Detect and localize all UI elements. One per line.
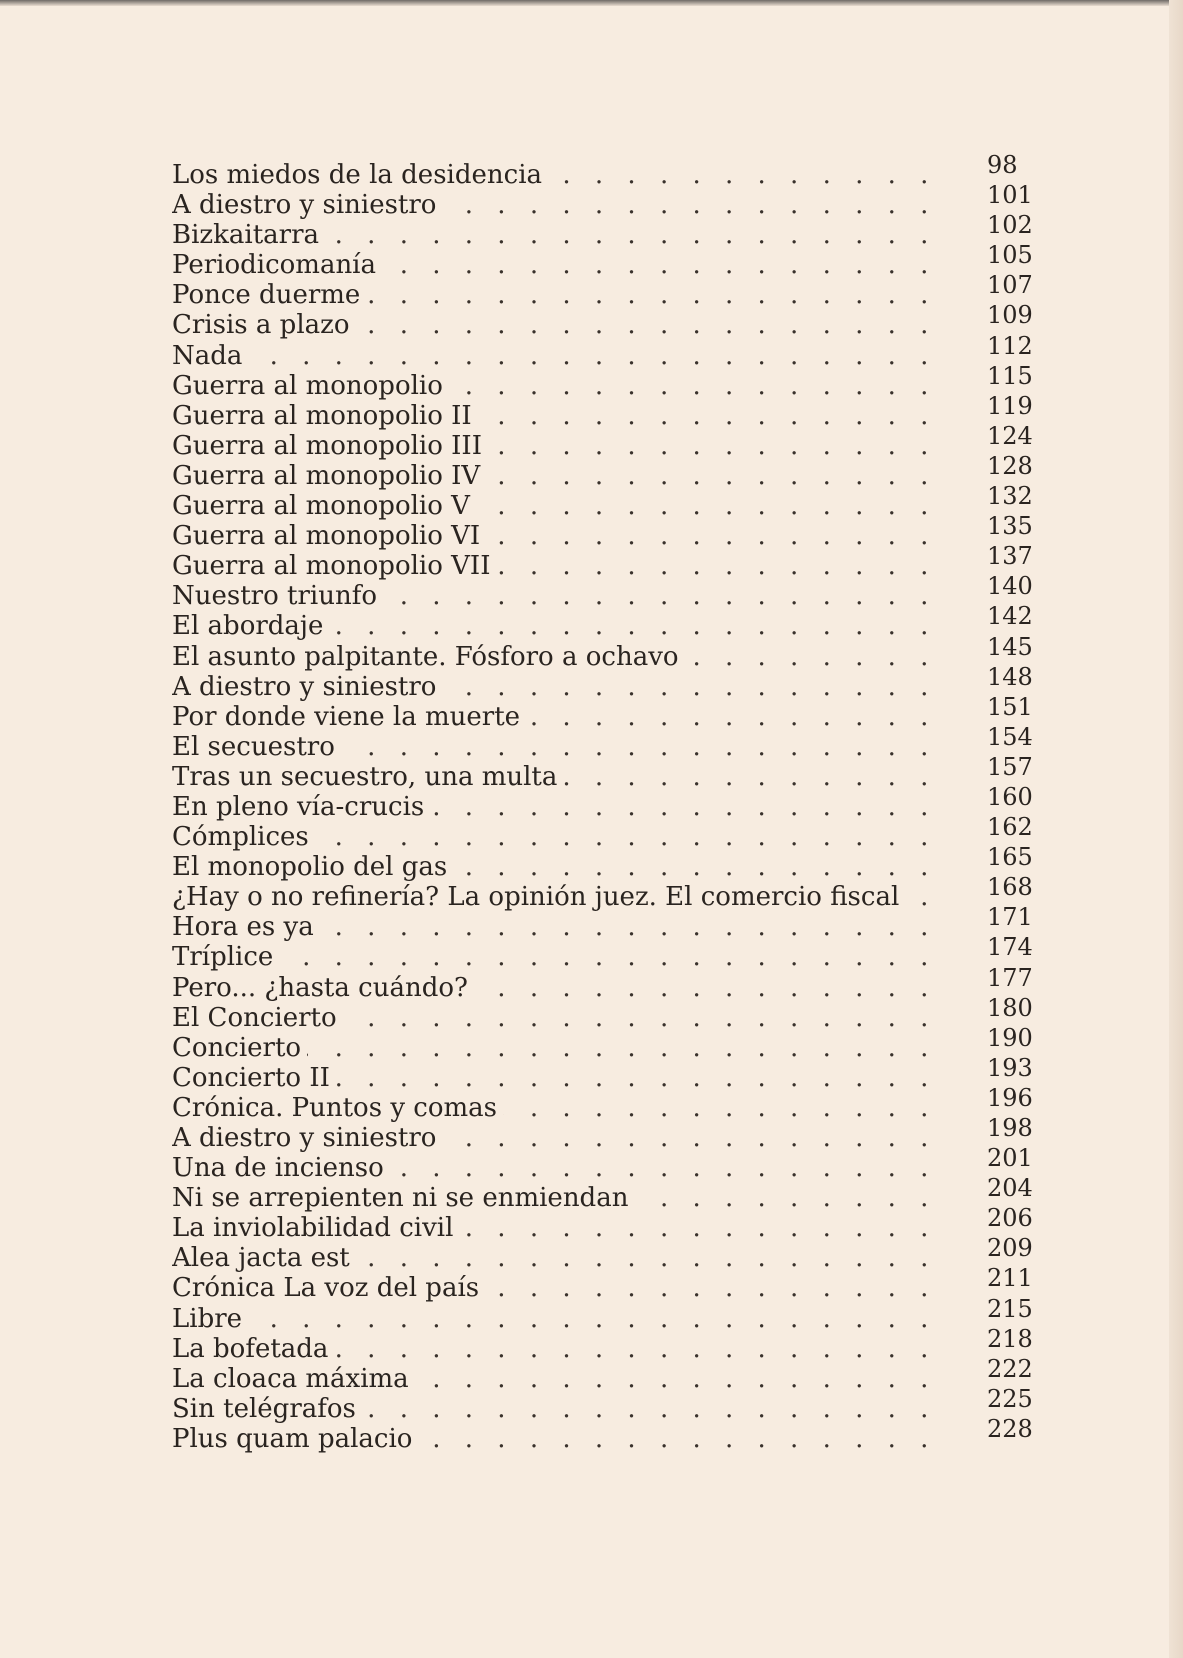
toc-entry	[172, 933, 1033, 973]
toc-entry	[172, 1204, 1033, 1244]
toc-entry	[172, 963, 1033, 1003]
toc-entry-title: Tras un secuestro, una multa	[172, 762, 563, 792]
toc-entry-page-number: 180	[987, 993, 1033, 1022]
toc-entry-page-number: 162	[987, 813, 1033, 842]
toc-entry-page-number: 112	[987, 331, 1033, 360]
toc-entry	[172, 271, 1033, 311]
toc-entry-title: ¿Hay o no refinería? La opinión juez. El comercio fiscal	[172, 882, 905, 912]
table-of-contents	[172, 151, 1033, 1454]
toc-entry-page-number: 101	[987, 181, 1033, 210]
toc-entry	[172, 813, 1033, 853]
toc-entry-title: En pleno vía-crucis	[172, 792, 430, 822]
toc-entry-page-number: 218	[987, 1324, 1033, 1353]
page-right-edge	[1169, 0, 1183, 1658]
toc-entry-title: A diestro y siniestro	[172, 672, 442, 702]
toc-entry	[172, 301, 1033, 341]
toc-entry	[172, 151, 1032, 190]
toc-entry-page-number: 115	[987, 361, 1033, 390]
toc-entry-title: Periodicomanía	[172, 250, 382, 280]
toc-entry	[172, 1144, 1033, 1184]
toc-entry-page-number: 171	[987, 903, 1033, 932]
toc-entry-title: Los miedos de la desidencia	[172, 160, 548, 190]
toc-entry-title: Concierto	[172, 1033, 307, 1063]
toc-entry-title: Pero... ¿hasta cuándo?	[172, 973, 474, 1003]
toc-entry-title: El asunto palpitante. Fósforo a ochavo	[172, 642, 685, 672]
toc-entry-page-number: 135	[987, 512, 1033, 541]
toc-entry	[172, 903, 1033, 943]
toc-entry-page-number: 102	[987, 211, 1033, 240]
toc-entry-page-number: 132	[987, 482, 1033, 511]
toc-entry	[172, 752, 1033, 792]
toc-entry	[172, 722, 1033, 762]
toc-entry-page-number: 160	[987, 782, 1033, 811]
toc-entry-title: Guerra al monopolio VI	[172, 521, 486, 551]
toc-entry-page-number: 206	[987, 1204, 1033, 1233]
toc-entry-page-number: 225	[987, 1384, 1033, 1413]
toc-entry-title: Guerra al monopolio IV	[172, 461, 486, 491]
toc-entry-page-number: 154	[987, 722, 1033, 751]
toc-entry-title: Sin telégrafos	[172, 1394, 362, 1424]
toc-entry	[172, 632, 1033, 672]
toc-entry-title: Nada	[172, 341, 248, 371]
toc-entry-title: Guerra al monopolio	[172, 371, 449, 401]
toc-entry-page-number: 107	[987, 271, 1033, 300]
toc-entry-title: Ponce duerme	[172, 280, 366, 310]
toc-entry-page-number: 148	[987, 662, 1033, 691]
toc-entry-page-number: 140	[987, 572, 1033, 601]
toc-entry-page-number: 105	[987, 241, 1033, 270]
toc-entry-title: Crisis a plazo	[172, 310, 355, 340]
toc-entry-page-number: 228	[987, 1414, 1033, 1443]
toc-entry-title: Libre	[172, 1304, 248, 1334]
toc-entry	[172, 512, 1033, 552]
toc-entry	[172, 1384, 1033, 1424]
toc-entry-page-number: 193	[987, 1053, 1033, 1082]
toc-entry-page-number: 109	[987, 301, 1033, 330]
toc-entry	[172, 1414, 1033, 1454]
toc-entry-page-number: 201	[987, 1144, 1033, 1173]
toc-entry-title: Una de incienso	[172, 1153, 390, 1183]
toc-entry-title: El Concierto	[172, 1003, 343, 1033]
toc-entry-title: Guerra al monopolio II	[172, 401, 478, 431]
toc-entry-page-number: 177	[987, 963, 1033, 992]
toc-entry	[172, 451, 1033, 491]
toc-entry	[172, 361, 1033, 401]
toc-entry-title: La bofetada	[172, 1334, 334, 1364]
toc-entry-page-number: 222	[987, 1354, 1033, 1383]
toc-entry-title: Guerra al monopolio VII	[172, 551, 496, 581]
toc-entry-title: Hora es ya	[172, 912, 320, 942]
toc-entry	[172, 1083, 1033, 1123]
toc-entry-page-number: 142	[987, 602, 1033, 631]
toc-entry-title: Nuestro triunfo	[172, 581, 383, 611]
toc-entry	[172, 692, 1033, 732]
toc-entry-page-number: 128	[987, 451, 1033, 480]
toc-entry-title: El abordaje	[172, 611, 329, 641]
toc-entry-title: Bizkaitarra	[172, 220, 325, 250]
toc-entry	[172, 1174, 1033, 1214]
toc-entry-title: Crónica La voz del país	[172, 1273, 485, 1303]
toc-entry-page-number: 137	[987, 542, 1033, 571]
toc-entry-title: Guerra al monopolio III	[172, 431, 488, 461]
toc-entry-title: A diestro y siniestro	[172, 190, 442, 220]
toc-entry	[172, 241, 1033, 281]
toc-entry-page-number: 98	[987, 151, 1018, 179]
toc-entry-title: Tríplice	[172, 942, 279, 972]
toc-entry-page-number: 204	[987, 1174, 1033, 1203]
toc-entry	[172, 211, 1033, 251]
toc-entry-page-number: 168	[987, 873, 1033, 902]
toc-entry-title: Plus quam palacio	[172, 1424, 418, 1454]
toc-entry	[172, 181, 1033, 221]
toc-entry	[172, 572, 1033, 612]
toc-entry	[172, 421, 1033, 461]
toc-entry	[172, 1053, 1033, 1093]
toc-entry-page-number: 196	[987, 1083, 1033, 1112]
toc-entry-page-number: 124	[987, 421, 1033, 450]
toc-entry-page-number: 211	[987, 1264, 1033, 1293]
toc-entry	[172, 662, 1033, 702]
toc-entry-title: Crónica. Puntos y comas	[172, 1093, 503, 1123]
toc-entry-title: Concierto II	[172, 1063, 336, 1093]
toc-entry-title: El secuestro	[172, 732, 341, 762]
toc-entry	[172, 993, 1033, 1033]
page-top-edge	[0, 0, 1183, 6]
toc-entry-title: Guerra al monopolio V	[172, 491, 476, 521]
toc-entry-title: Cómplices	[172, 822, 315, 852]
toc-entry-title: Alea jacta est	[172, 1243, 356, 1273]
toc-entry	[172, 782, 1033, 822]
toc-entry-title: El monopolio del gas	[172, 852, 453, 882]
toc-entry-title-line	[172, 1424, 942, 1454]
toc-entry	[172, 1023, 1033, 1063]
toc-entry-page-number: 174	[987, 933, 1033, 962]
toc-entry	[172, 1294, 1033, 1334]
toc-entry-page-number: 198	[987, 1114, 1033, 1142]
toc-entry	[172, 602, 1033, 642]
toc-entry-title: La cloaca máxima	[172, 1364, 415, 1394]
toc-entry	[172, 331, 1033, 371]
toc-entry	[172, 482, 1033, 522]
toc-entry-page-number: 157	[987, 752, 1033, 781]
toc-entry	[172, 391, 1033, 431]
toc-entry-page-number: 215	[987, 1294, 1033, 1323]
toc-entry-page-number: 209	[987, 1234, 1033, 1263]
toc-entry	[172, 1324, 1033, 1364]
toc-entry	[172, 843, 1033, 883]
toc-entry-page-number: 190	[987, 1023, 1033, 1052]
toc-entry	[172, 1234, 1033, 1274]
toc-entry	[172, 1114, 1033, 1153]
toc-entry	[172, 1354, 1033, 1394]
toc-entry-title: A diestro y siniestro	[172, 1123, 442, 1153]
toc-entry-page-number: 151	[987, 692, 1033, 721]
toc-entry-title: Ni se arrepienten ni se enmiendan	[172, 1183, 634, 1213]
toc-entry	[172, 542, 1033, 582]
toc-entry	[172, 873, 1033, 913]
toc-entry-title: Por donde viene la muerte	[172, 702, 526, 732]
toc-entry-page-number: 119	[987, 391, 1033, 420]
toc-entry-page-number: 145	[987, 632, 1033, 661]
toc-entry	[172, 1264, 1033, 1304]
toc-entry-page-number: 165	[987, 843, 1033, 872]
toc-entry-title: La inviolabilidad civil	[172, 1213, 459, 1243]
